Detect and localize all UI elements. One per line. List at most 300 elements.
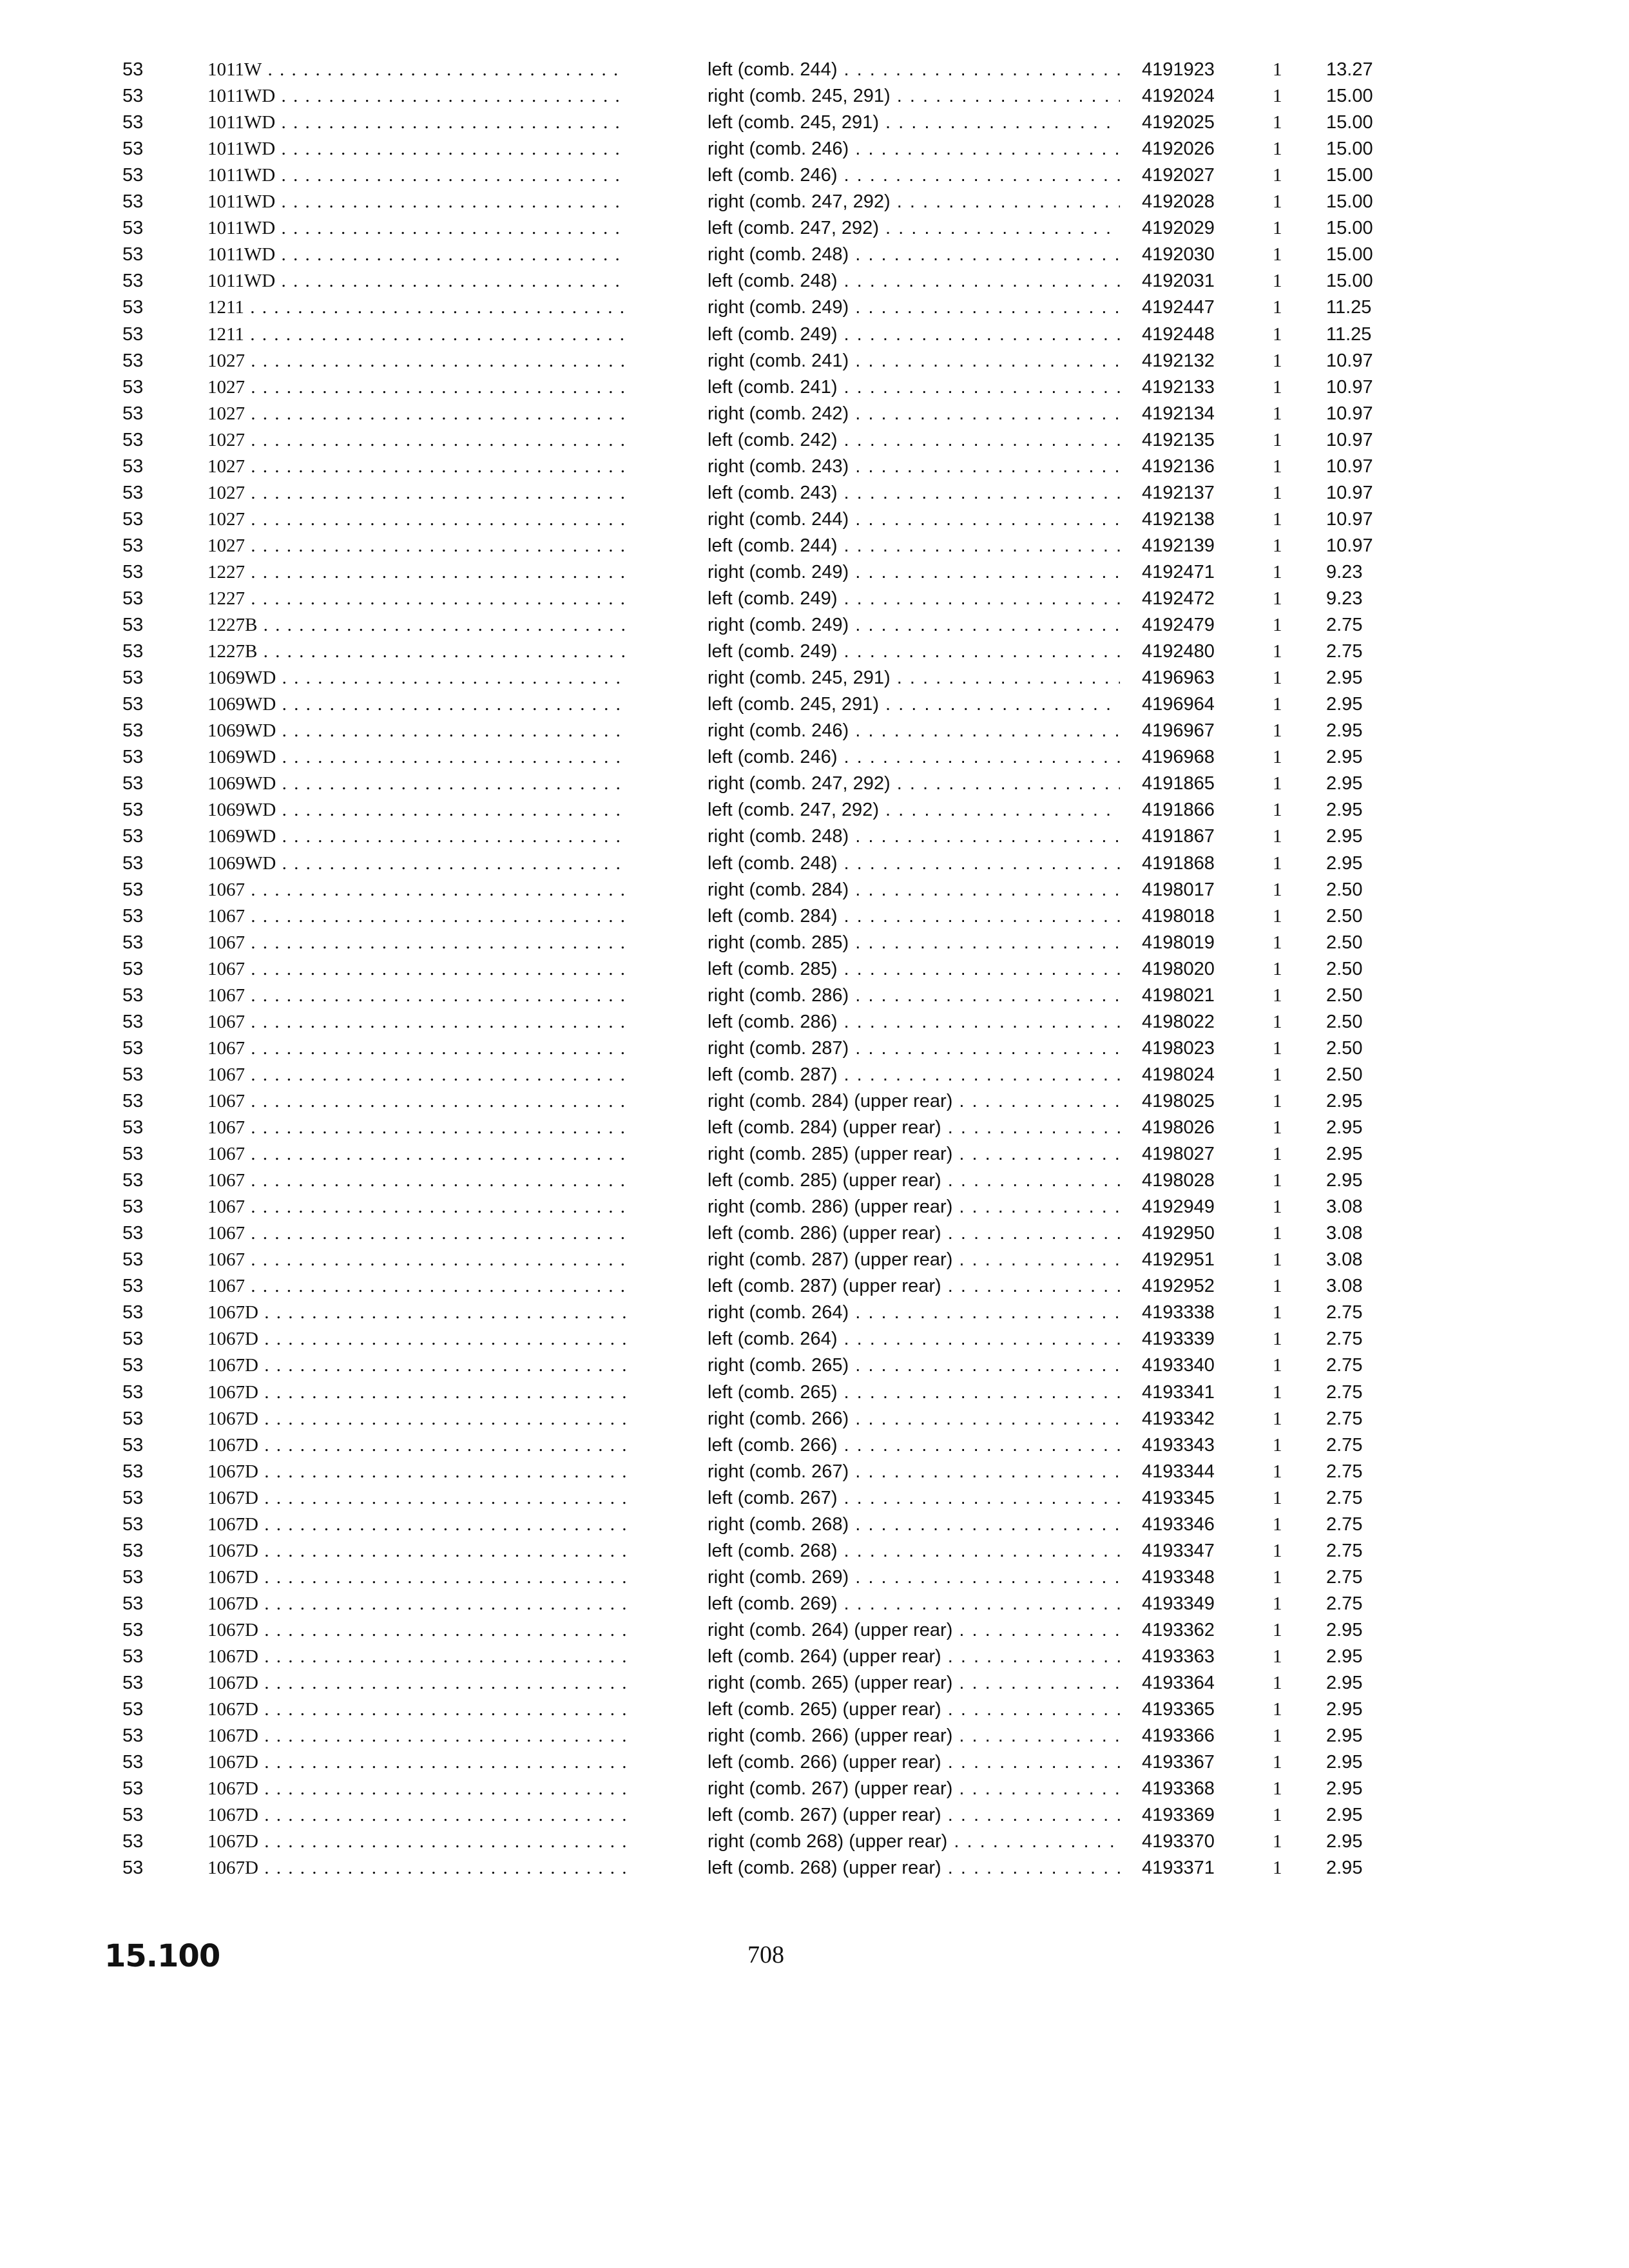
catalog-row <box>0 956 1629 982</box>
catalog-row <box>0 1326 1629 1352</box>
part-number-cell: 4193345 <box>1142 1488 1215 1508</box>
group-code-cell: 53 <box>122 1223 144 1244</box>
catalog-row <box>0 823 1629 849</box>
description-cell: left (comb. 267) . . . <box>708 1485 1120 1511</box>
model-number-cell: 1027 . . . <box>207 480 626 506</box>
description-cell: left (comb. 246) . . . <box>708 744 1120 770</box>
group-code-cell: 53 <box>122 377 144 398</box>
group-code-cell: 53 <box>122 59 144 80</box>
part-number-cell: 4192134 <box>1142 403 1215 424</box>
description-cell: left (comb. 267) (upper rear) . . . <box>708 1802 1120 1828</box>
price-cell: 2.50 <box>1326 906 1363 927</box>
quantity-cell: 1 <box>1273 668 1282 688</box>
group-code-cell: 53 <box>122 112 144 133</box>
price-cell: 2.50 <box>1326 959 1363 979</box>
part-number-cell: 4193364 <box>1142 1673 1215 1693</box>
catalog-row <box>0 1035 1629 1061</box>
model-number-cell: 1067 . . . <box>207 1168 626 1193</box>
group-code-cell: 53 <box>122 1329 144 1349</box>
price-cell: 2.95 <box>1326 1725 1363 1746</box>
price-cell: 2.95 <box>1326 1778 1363 1799</box>
description-cell: left (comb. 284) (upper rear) . . . <box>708 1115 1120 1140</box>
model-number-cell: 1011WD . . . <box>207 110 626 135</box>
price-cell: 10.97 <box>1326 377 1373 398</box>
group-code-cell: 53 <box>122 1646 144 1667</box>
catalog-row <box>0 877 1629 903</box>
model-number-cell: 1067D . . . <box>207 1617 626 1643</box>
group-code-cell: 53 <box>122 1805 144 1825</box>
part-number-cell: 4196967 <box>1142 720 1215 741</box>
part-number-cell: 4193367 <box>1142 1752 1215 1773</box>
price-cell: 2.95 <box>1326 773 1363 794</box>
model-number-cell: 1067D . . . <box>207 1802 626 1828</box>
group-code-cell: 53 <box>122 1064 144 1085</box>
description-cell: left (comb. 265) (upper rear) . . . <box>708 1696 1120 1722</box>
group-code-cell: 53 <box>122 1038 144 1059</box>
part-number-cell: 4192030 <box>1142 244 1215 265</box>
catalog-row <box>0 480 1629 506</box>
catalog-row <box>0 1802 1629 1828</box>
quantity-cell: 1 <box>1273 1038 1282 1059</box>
group-code-cell: 53 <box>122 1382 144 1403</box>
price-cell: 2.75 <box>1326 1355 1363 1376</box>
description-cell: right (comb. 249) . . . <box>708 294 1120 320</box>
price-cell: 2.95 <box>1326 1170 1363 1191</box>
group-code-cell: 53 <box>122 1673 144 1693</box>
part-number-cell: 4198021 <box>1142 985 1215 1006</box>
description-cell: left (comb. 247, 292) . . . <box>708 797 1120 823</box>
catalog-row <box>0 1088 1629 1114</box>
part-number-cell: 4198022 <box>1142 1012 1215 1032</box>
part-number-cell: 4193347 <box>1142 1541 1215 1561</box>
model-number-cell: 1067 . . . <box>207 877 626 903</box>
catalog-row <box>0 533 1629 559</box>
part-number-cell: 4192028 <box>1142 191 1215 212</box>
description-cell: right (comb. 268) . . . <box>708 1512 1120 1537</box>
catalog-row <box>0 1591 1629 1617</box>
price-cell: 15.00 <box>1326 244 1373 265</box>
price-cell: 2.75 <box>1326 1593 1363 1614</box>
price-cell: 2.95 <box>1326 1831 1363 1852</box>
quantity-cell: 1 <box>1273 1805 1282 1825</box>
group-code-cell: 53 <box>122 165 144 186</box>
catalog-row <box>0 242 1629 267</box>
description-cell: left (comb. 249) . . . <box>708 322 1120 347</box>
catalog-row <box>0 1379 1629 1405</box>
quantity-cell: 1 <box>1273 86 1282 106</box>
part-number-cell: 4198027 <box>1142 1144 1215 1164</box>
description-cell: right (comb. 241) . . . <box>708 348 1120 374</box>
description-cell: left (comb. 248) . . . <box>708 268 1120 294</box>
quantity-cell: 1 <box>1273 1012 1282 1032</box>
part-number-cell: 4193369 <box>1142 1805 1215 1825</box>
model-number-cell: 1027 . . . <box>207 454 626 479</box>
part-number-cell: 4193365 <box>1142 1699 1215 1720</box>
price-cell: 11.25 <box>1326 324 1372 345</box>
price-cell: 3.08 <box>1326 1223 1363 1244</box>
price-cell: 3.08 <box>1326 1276 1363 1296</box>
description-cell: right (comb. 267) . . . <box>708 1459 1120 1485</box>
quantity-cell: 1 <box>1273 271 1282 291</box>
part-number-cell: 4198024 <box>1142 1064 1215 1085</box>
quantity-cell: 1 <box>1273 112 1282 133</box>
model-number-cell: 1011WD . . . <box>207 268 626 294</box>
catalog-row <box>0 1512 1629 1537</box>
model-number-cell: 1069WD . . . <box>207 744 626 770</box>
model-number-cell: 1011WD . . . <box>207 83 626 109</box>
description-cell: left (comb. 249) . . . <box>708 586 1120 611</box>
price-cell: 2.95 <box>1326 800 1363 820</box>
price-cell: 2.95 <box>1326 720 1363 741</box>
description-cell: right (comb. 285) (upper rear) . . . <box>708 1141 1120 1167</box>
price-cell: 2.95 <box>1326 1673 1363 1693</box>
quantity-cell: 1 <box>1273 430 1282 450</box>
catalog-row <box>0 1168 1629 1193</box>
group-code-cell: 53 <box>122 906 144 927</box>
catalog-row <box>0 83 1629 109</box>
quantity-cell: 1 <box>1273 218 1282 238</box>
quantity-cell: 1 <box>1273 1488 1282 1508</box>
description-cell: right (comb. 245, 291) . . . <box>708 83 1120 109</box>
price-cell: 2.50 <box>1326 1038 1363 1059</box>
part-number-cell: 4192138 <box>1142 509 1215 530</box>
price-cell: 15.00 <box>1326 112 1373 133</box>
part-number-cell: 4192136 <box>1142 456 1215 477</box>
catalog-row <box>0 691 1629 717</box>
price-cell: 2.95 <box>1326 668 1363 688</box>
catalog-row <box>0 1141 1629 1167</box>
catalog-row <box>0 427 1629 453</box>
quantity-cell: 1 <box>1273 826 1282 847</box>
price-cell: 10.97 <box>1326 483 1373 503</box>
model-number-cell: 1067D . . . <box>207 1591 626 1617</box>
description-cell: right (comb. 248) . . . <box>708 242 1120 267</box>
group-code-cell: 53 <box>122 1620 144 1640</box>
model-number-cell: 1211 . . . <box>207 322 626 347</box>
group-code-cell: 53 <box>122 1699 144 1720</box>
model-number-cell: 1069WD . . . <box>207 850 626 876</box>
catalog-row <box>0 1723 1629 1749</box>
model-number-cell: 1067 . . . <box>207 1220 626 1246</box>
catalog-row <box>0 1855 1629 1881</box>
part-number-cell: 4193343 <box>1142 1435 1215 1456</box>
part-number-cell: 4192951 <box>1142 1249 1215 1270</box>
group-code-cell: 53 <box>122 403 144 424</box>
quantity-cell: 1 <box>1273 1620 1282 1640</box>
description-cell: right (comb. 285) . . . <box>708 930 1120 956</box>
group-code-cell: 53 <box>122 588 144 609</box>
catalog-row <box>0 1432 1629 1458</box>
quantity-cell: 1 <box>1273 1064 1282 1085</box>
price-cell: 2.95 <box>1326 1699 1363 1720</box>
description-cell: right (comb. 246) . . . <box>708 136 1120 162</box>
quantity-cell: 1 <box>1273 1593 1282 1614</box>
description-cell: left (comb. 245, 291) . . . <box>708 691 1120 717</box>
quantity-cell: 1 <box>1273 985 1282 1006</box>
quantity-cell: 1 <box>1273 720 1282 741</box>
description-cell: left (comb. 287) (upper rear) . . . <box>708 1273 1120 1299</box>
part-number-cell: 4193339 <box>1142 1329 1215 1349</box>
model-number-cell: 1067D . . . <box>207 1300 626 1325</box>
quantity-cell: 1 <box>1273 456 1282 477</box>
part-number-cell: 4192137 <box>1142 483 1215 503</box>
catalog-row <box>0 744 1629 770</box>
quantity-cell: 1 <box>1273 1170 1282 1191</box>
model-number-cell: 1027 . . . <box>207 533 626 559</box>
quantity-cell: 1 <box>1273 1276 1282 1296</box>
group-code-cell: 53 <box>122 271 144 291</box>
group-code-cell: 53 <box>122 1144 144 1164</box>
part-number-cell: 4193341 <box>1142 1382 1215 1403</box>
description-cell: left (comb. 266) . . . <box>708 1432 1120 1458</box>
group-code-cell: 53 <box>122 1567 144 1588</box>
group-code-cell: 53 <box>122 959 144 979</box>
part-number-cell: 4193368 <box>1142 1778 1215 1799</box>
model-number-cell: 1069WD . . . <box>207 823 626 849</box>
catalog-row <box>0 983 1629 1008</box>
description-cell: right (comb. 286) (upper rear) . . . <box>708 1194 1120 1220</box>
catalog-row <box>0 189 1629 215</box>
model-number-cell: 1067 . . . <box>207 1141 626 1167</box>
catalog-row <box>0 1247 1629 1273</box>
price-cell: 2.75 <box>1326 1461 1363 1482</box>
group-code-cell: 53 <box>122 1302 144 1323</box>
part-number-cell: 4198023 <box>1142 1038 1215 1059</box>
quantity-cell: 1 <box>1273 1646 1282 1667</box>
catalog-row <box>0 454 1629 479</box>
quantity-cell: 1 <box>1273 879 1282 900</box>
quantity-cell: 1 <box>1273 906 1282 927</box>
price-cell: 2.75 <box>1326 1567 1363 1588</box>
quantity-cell: 1 <box>1273 139 1282 159</box>
part-number-cell: 4192471 <box>1142 562 1215 582</box>
part-number-cell: 4193348 <box>1142 1567 1215 1588</box>
model-number-cell: 1011WD . . . <box>207 242 626 267</box>
quantity-cell: 1 <box>1273 1091 1282 1111</box>
quantity-cell: 1 <box>1273 1699 1282 1720</box>
model-number-cell: 1011WD . . . <box>207 136 626 162</box>
part-number-cell: 4192949 <box>1142 1196 1215 1217</box>
quantity-cell: 1 <box>1273 535 1282 556</box>
price-cell: 15.00 <box>1326 191 1373 212</box>
part-number-cell: 4198025 <box>1142 1091 1215 1111</box>
catalog-row <box>0 1670 1629 1696</box>
description-cell: right (comb. 247, 292) . . . <box>708 771 1120 796</box>
part-number-cell: 4193362 <box>1142 1620 1215 1640</box>
description-cell: right (comb. 267) (upper rear) . . . <box>708 1776 1120 1802</box>
catalog-row <box>0 268 1629 294</box>
group-code-cell: 53 <box>122 456 144 477</box>
group-code-cell: 53 <box>122 1196 144 1217</box>
quantity-cell: 1 <box>1273 1778 1282 1799</box>
description-cell: right (comb. 266) (upper rear) . . . <box>708 1723 1120 1749</box>
part-number-cell: 4192480 <box>1142 641 1215 662</box>
group-code-cell: 53 <box>122 1117 144 1138</box>
catalog-row <box>0 1538 1629 1564</box>
part-number-cell: 4192133 <box>1142 377 1215 398</box>
part-number-cell: 4193370 <box>1142 1831 1215 1852</box>
price-cell: 2.50 <box>1326 985 1363 1006</box>
catalog-row <box>0 1459 1629 1485</box>
quantity-cell: 1 <box>1273 1858 1282 1878</box>
group-code-cell: 53 <box>122 1752 144 1773</box>
quantity-cell: 1 <box>1273 1302 1282 1323</box>
model-number-cell: 1067D . . . <box>207 1644 626 1669</box>
model-number-cell: 1067 . . . <box>207 1115 626 1140</box>
description-cell: right (comb. 246) . . . <box>708 718 1120 744</box>
description-cell: right (comb. 287) (upper rear) . . . <box>708 1247 1120 1273</box>
group-code-cell: 53 <box>122 1593 144 1614</box>
group-code-cell: 53 <box>122 1012 144 1032</box>
part-number-cell: 4192448 <box>1142 324 1215 345</box>
quantity-cell: 1 <box>1273 694 1282 715</box>
group-code-cell: 53 <box>122 1778 144 1799</box>
price-cell: 2.50 <box>1326 1012 1363 1032</box>
price-cell: 9.23 <box>1326 588 1363 609</box>
group-code-cell: 53 <box>122 694 144 715</box>
model-number-cell: 1027 . . . <box>207 506 626 532</box>
group-code-cell: 53 <box>122 324 144 345</box>
quantity-cell: 1 <box>1273 1725 1282 1746</box>
group-code-cell: 53 <box>122 668 144 688</box>
price-cell: 2.75 <box>1326 641 1363 662</box>
group-code-cell: 53 <box>122 1541 144 1561</box>
catalog-row <box>0 1009 1629 1035</box>
catalog-row <box>0 665 1629 691</box>
price-cell: 2.95 <box>1326 694 1363 715</box>
quantity-cell: 1 <box>1273 1144 1282 1164</box>
part-number-cell: 4192031 <box>1142 271 1215 291</box>
part-number-cell: 4198019 <box>1142 932 1215 953</box>
price-cell: 2.95 <box>1326 1752 1363 1773</box>
description-cell: left (comb. 265) . . . <box>708 1379 1120 1405</box>
part-number-cell: 4192479 <box>1142 615 1215 635</box>
description-cell: left (comb. 268) . . . <box>708 1538 1120 1564</box>
quantity-cell: 1 <box>1273 244 1282 265</box>
quantity-cell: 1 <box>1273 959 1282 979</box>
group-code-cell: 53 <box>122 853 144 874</box>
description-cell: right (comb. 264) . . . <box>708 1300 1120 1325</box>
part-number-cell: 4191866 <box>1142 800 1215 820</box>
part-number-cell: 4191868 <box>1142 853 1215 874</box>
catalog-row <box>0 1300 1629 1325</box>
catalog-row <box>0 903 1629 929</box>
model-number-cell: 1067D . . . <box>207 1538 626 1564</box>
price-cell: 2.75 <box>1326 1329 1363 1349</box>
model-number-cell: 1067D . . . <box>207 1670 626 1696</box>
description-cell: right (comb. 269) . . . <box>708 1564 1120 1590</box>
catalog-row <box>0 1776 1629 1802</box>
description-cell: left (comb. 266) (upper rear) . . . <box>708 1749 1120 1775</box>
description-cell: left (comb. 249) . . . <box>708 639 1120 664</box>
catalog-row <box>0 1220 1629 1246</box>
model-number-cell: 1027 . . . <box>207 401 626 427</box>
model-number-cell: 1069WD . . . <box>207 691 626 717</box>
price-cell: 3.08 <box>1326 1249 1363 1270</box>
group-code-cell: 53 <box>122 720 144 741</box>
part-number-cell: 4191923 <box>1142 59 1215 80</box>
group-code-cell: 53 <box>122 191 144 212</box>
catalog-row <box>0 559 1629 585</box>
catalog-row <box>0 797 1629 823</box>
quantity-cell: 1 <box>1273 1329 1282 1349</box>
price-cell: 2.75 <box>1326 1302 1363 1323</box>
description-cell: right (comb. 265) (upper rear) . . . <box>708 1670 1120 1696</box>
group-code-cell: 53 <box>122 351 144 371</box>
catalog-row <box>0 136 1629 162</box>
part-number-cell: 4198017 <box>1142 879 1215 900</box>
part-number-cell: 4198026 <box>1142 1117 1215 1138</box>
quantity-cell: 1 <box>1273 1673 1282 1693</box>
quantity-cell: 1 <box>1273 165 1282 186</box>
part-number-cell: 4193366 <box>1142 1725 1215 1746</box>
quantity-cell: 1 <box>1273 800 1282 820</box>
quantity-cell: 1 <box>1273 403 1282 424</box>
catalog-row <box>0 1352 1629 1378</box>
page-number: 708 <box>747 1941 784 1968</box>
price-cell: 15.00 <box>1326 218 1373 238</box>
part-number-cell: 4198020 <box>1142 959 1215 979</box>
model-number-cell: 1069WD . . . <box>207 718 626 744</box>
model-number-cell: 1067 . . . <box>207 930 626 956</box>
description-cell: left (comb. 244) . . . <box>708 533 1120 559</box>
catalog-row <box>0 322 1629 347</box>
price-cell: 2.75 <box>1326 1541 1363 1561</box>
group-code-cell: 53 <box>122 1858 144 1878</box>
price-cell: 11.25 <box>1326 297 1372 318</box>
group-code-cell: 53 <box>122 1725 144 1746</box>
quantity-cell: 1 <box>1273 562 1282 582</box>
description-cell: right (comb. 242) . . . <box>708 401 1120 427</box>
model-number-cell: 1067D . . . <box>207 1459 626 1485</box>
description-cell: left (comb. 269) . . . <box>708 1591 1120 1617</box>
description-cell: right (comb. 287) . . . <box>708 1035 1120 1061</box>
section-number: 15.100 <box>104 1938 220 1974</box>
quantity-cell: 1 <box>1273 59 1282 80</box>
catalog-row <box>0 401 1629 427</box>
group-code-cell: 53 <box>122 509 144 530</box>
quantity-cell: 1 <box>1273 932 1282 953</box>
description-cell: right (comb. 265) . . . <box>708 1352 1120 1378</box>
price-cell: 2.50 <box>1326 1064 1363 1085</box>
model-number-cell: 1067D . . . <box>207 1855 626 1881</box>
group-code-cell: 53 <box>122 615 144 635</box>
model-number-cell: 1011WD . . . <box>207 162 626 188</box>
catalog-row <box>0 930 1629 956</box>
part-number-cell: 4193349 <box>1142 1593 1215 1614</box>
price-cell: 2.95 <box>1326 1144 1363 1164</box>
catalog-row <box>0 1062 1629 1088</box>
model-number-cell: 1069WD . . . <box>207 665 626 691</box>
catalog-row <box>0 1617 1629 1643</box>
part-number-cell: 4193346 <box>1142 1514 1215 1535</box>
model-number-cell: 1067D . . . <box>207 1432 626 1458</box>
price-cell: 15.00 <box>1326 165 1373 186</box>
price-cell: 3.08 <box>1326 1196 1363 1217</box>
quantity-cell: 1 <box>1273 615 1282 635</box>
description-cell: right (comb. 286) . . . <box>708 983 1120 1008</box>
model-number-cell: 1067 . . . <box>207 956 626 982</box>
catalog-row <box>0 1115 1629 1140</box>
price-cell: 2.75 <box>1326 1488 1363 1508</box>
part-number-cell: 4192132 <box>1142 351 1215 371</box>
description-cell: right (comb. 247, 292) . . . <box>708 189 1120 215</box>
model-number-cell: 1067D . . . <box>207 1485 626 1511</box>
price-cell: 2.95 <box>1326 747 1363 767</box>
description-cell: right (comb. 243) . . . <box>708 454 1120 479</box>
catalog-row <box>0 850 1629 876</box>
description-cell: left (comb. 284) . . . <box>708 903 1120 929</box>
